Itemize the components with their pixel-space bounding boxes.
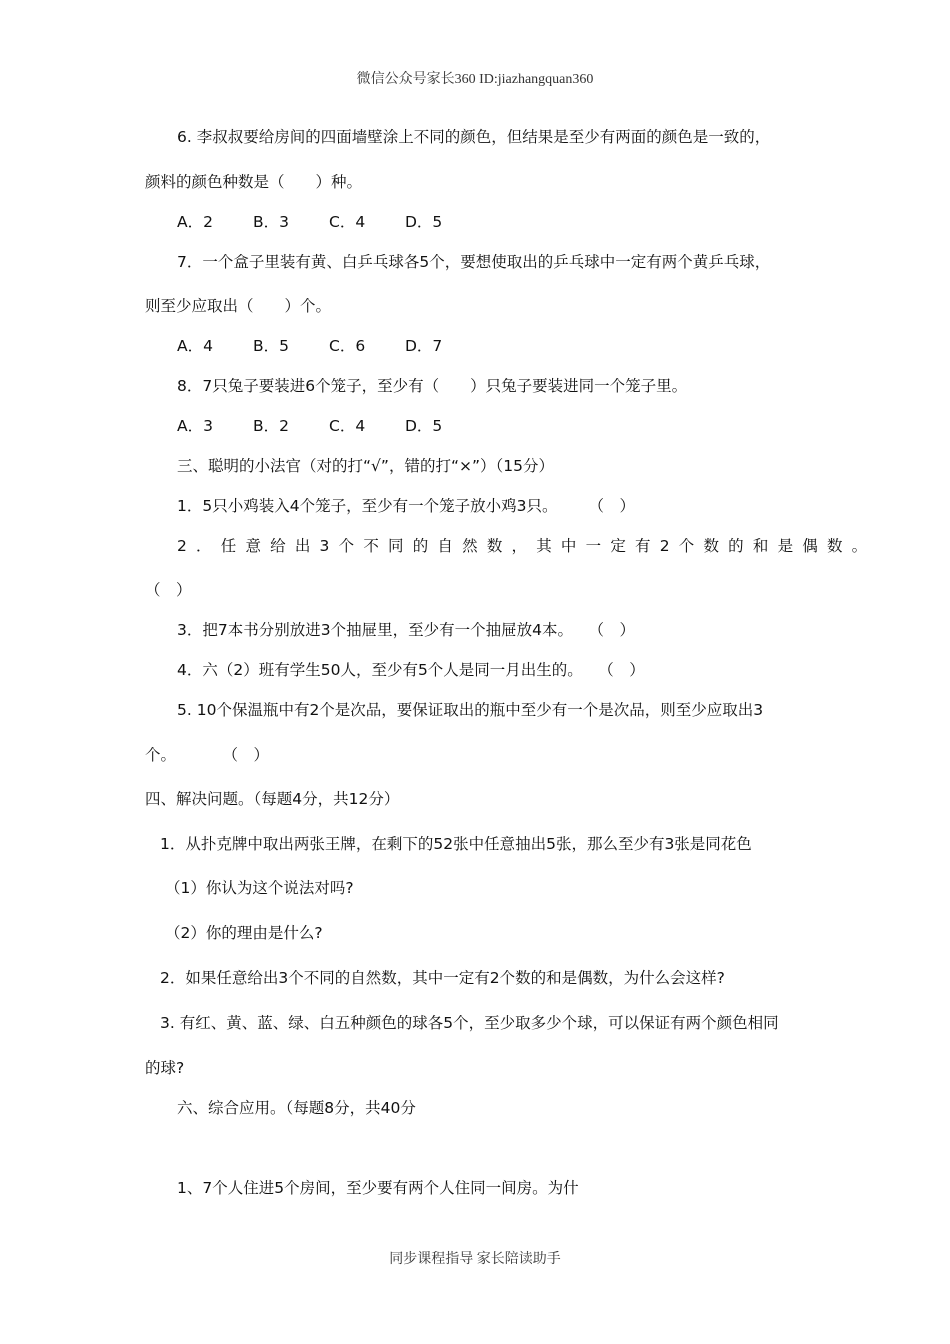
section-3-heading: 三、聪明的小法官（对的打“√”，错的打“×”）（15分） [177, 457, 554, 475]
option-a: A．4 [177, 337, 213, 355]
problem-2: 2．如果任意给出3个不同的自然数，其中一定有2个数的和是偶数，为什么会这样? [160, 969, 725, 987]
judge-3: 3．把7本书分别放进3个抽屉里，至少有一个抽屉放4本。 （ ） [177, 621, 635, 639]
judge-5-line-1: 5. 10个保温瓶中有2个是次品，要保证取出的瓶中至少有一个是次品，则至少应取出3 [177, 701, 764, 719]
option-d: D．5 [405, 417, 443, 435]
application-1: 1、7个人住进5个房间，至少要有两个人住同一间房。为什 [177, 1179, 579, 1197]
option-b: B．2 [253, 417, 289, 435]
page-header: 微信公众号家长360 ID:jiazhangquan360 [356, 72, 594, 87]
option-c: C．4 [329, 417, 366, 435]
page-footer: 同步课程指导 家长陪读助手 [389, 1252, 561, 1267]
question-7-options [177, 335, 481, 357]
question-6-line-2: 颜料的颜色种数是（ ）种。 [145, 173, 363, 191]
question-8: 8．7只兔子要装进6个笼子，至少有（ ）只兔子要装进同一个笼子里。 [177, 377, 688, 395]
section-4-heading: 四、解决问题。（每题4分，共12分） [145, 790, 400, 808]
judge-2-line-2: （ ） [145, 581, 192, 599]
question-6-options [177, 211, 481, 233]
option-c: C．4 [329, 213, 366, 231]
option-d: D．5 [405, 213, 443, 231]
option-a: A．3 [177, 417, 213, 435]
problem-1: 1．从扑克牌中取出两张王牌，在剩下的52张中任意抽出5张，那么至少有3张是同花色 [160, 835, 752, 853]
question-7-line-2: 则至少应取出（ ）个。 [145, 297, 332, 315]
option-a: A．2 [177, 213, 213, 231]
option-b: B．5 [253, 337, 289, 355]
option-d: D．7 [405, 337, 443, 355]
question-8-options [177, 415, 481, 437]
option-b: B．3 [253, 213, 289, 231]
section-6-heading: 六、综合应用。（每题8分，共40分 [177, 1099, 416, 1117]
question-7-line-1: 7．一个盒子里装有黄、白乒乓球各5个，要想使取出的乒乓球中一定有两个黄乒乓球， [177, 253, 771, 271]
problem-1-part-2: （2）你的理由是什么? [165, 924, 323, 942]
question-6-line-1: 6. 李叔叔要给房间的四面墙壁涂上不同的颜色，但结果是至少有两面的颜色是一致的， [177, 128, 771, 146]
option-c: C．6 [329, 337, 366, 355]
problem-3-line-1: 3. 有红、黄、蓝、绿、白五种颜色的球各5个，至少取多少个球，可以保证有两个颜色相同 [160, 1014, 779, 1032]
judge-1: 1．5只小鸡装入4个笼子，至少有一个笼子放小鸡3只。 （ ） [177, 497, 635, 515]
judge-4: 4．六（2）班有学生50人，至少有5个人是同一月出生的。 （ ） [177, 661, 645, 679]
judge-5-line-2: 个。 （ ） [145, 746, 270, 764]
problem-1-part-1: （1）你认为这个说法对吗? [165, 879, 354, 897]
problem-3-line-2: 的球? [145, 1059, 185, 1077]
judge-2-line-1: 2．任意给出3个不同的自然数，其中一定有2个数的和是偶数。 [177, 537, 877, 555]
